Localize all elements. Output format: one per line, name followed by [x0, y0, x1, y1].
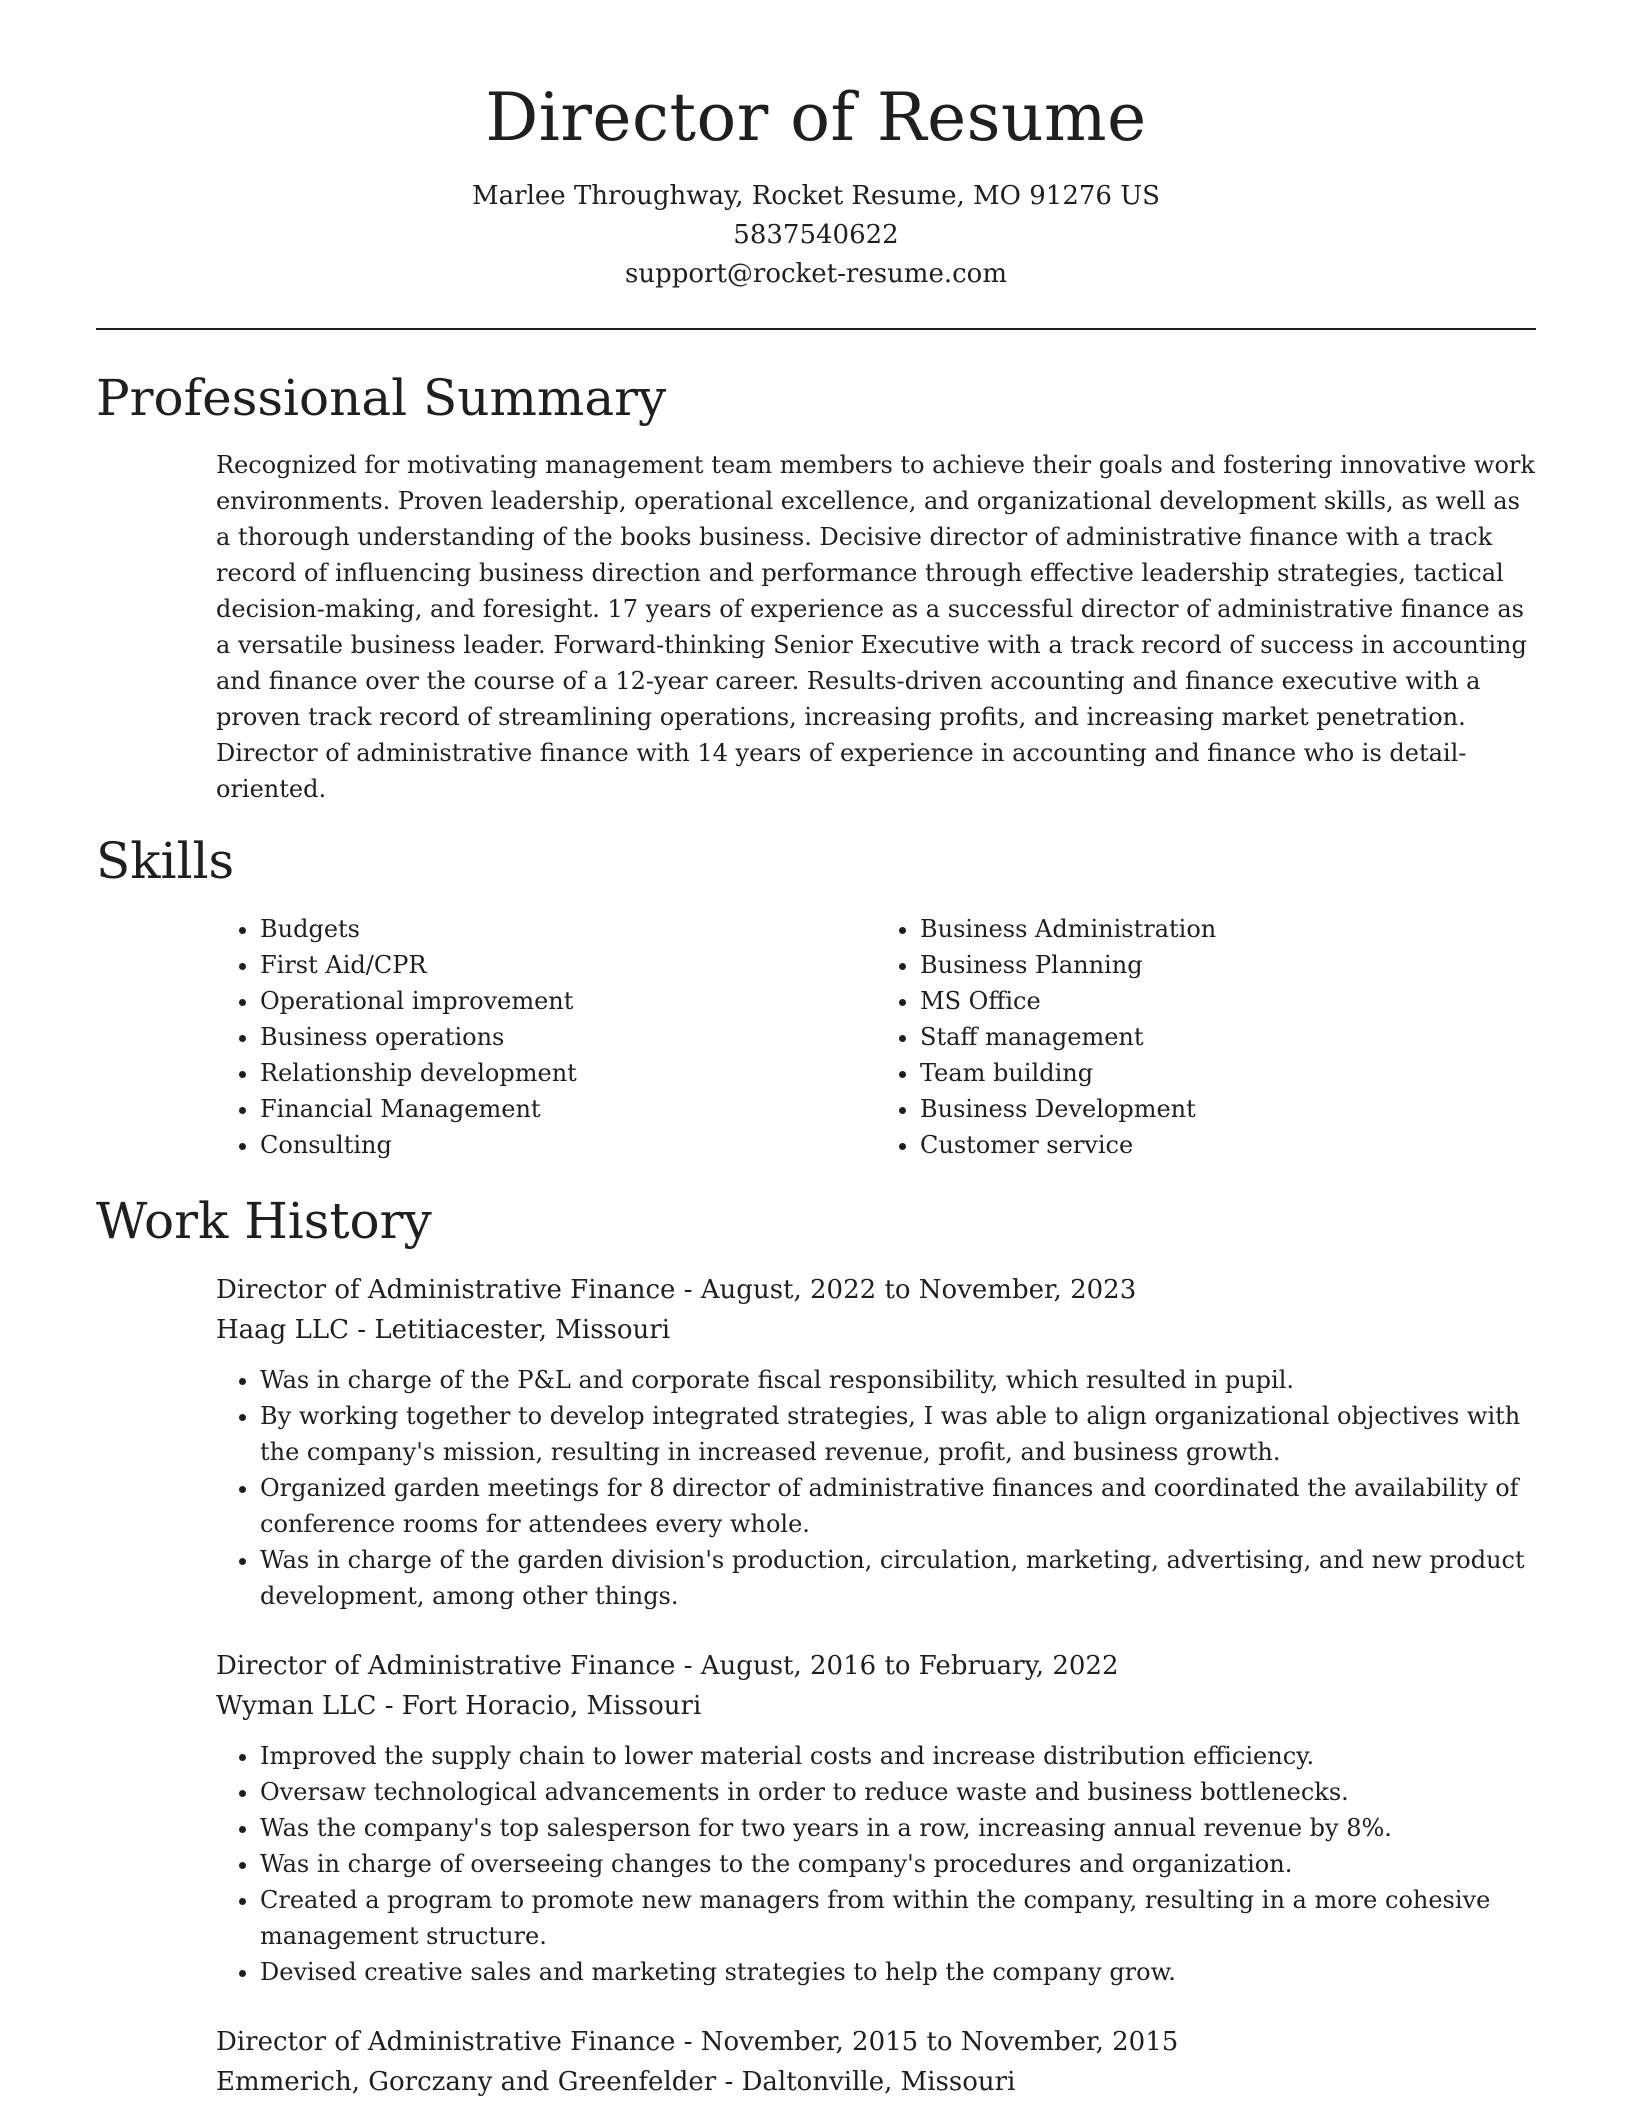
skill-item: • Budgets — [260, 911, 876, 947]
job-bullet: • By working together to develop integrated strategies, I was able to align organizational objectives with the company's mission, resulting in increased revenue, profit, and business growth. — [260, 1398, 1536, 1470]
job-location: Letitiacester, Missouri — [374, 1315, 671, 1346]
skill-item: • Business Development — [920, 1091, 1536, 1127]
job-bullet: • Was in charge of the garden division's production, circulation, marketing, advertising, and new product development, among other things. — [260, 1542, 1536, 1614]
skill-item: • Team building — [920, 1055, 1536, 1091]
job-bullet: • Oversaw technological advancements in order to reduce waste and business bottlenecks. — [260, 1774, 1536, 1810]
job-role: Director of Administrative Finance — [216, 1275, 676, 1306]
job-bullet: • Was in charge of the P&L and corporate fiscal responsibility, which resulted in pupil. — [260, 1362, 1536, 1398]
resume-header — [96, 0, 1536, 294]
job-title-line: Director of Administrative Finance - November, 2015 to November, 2015 — [216, 2027, 1179, 2058]
job-dates: August, 2016 to February, 2022 — [700, 1651, 1119, 1682]
skill-item: • Relationship development — [260, 1055, 876, 1091]
job-bullet: • Was the company's top salesperson for two years in a row, increasing annual revenue by 8%. — [260, 1810, 1536, 1846]
summary-text: Recognized for motivating management team members to achieve their goals and fostering innovative work environments. Proven leadership, operational excellence, and organizational development skills, as well as a thorough understanding of the books business. Decisive director of administrative finance with a track record of influencing business direction and performance through effective leadership strategies, tactical decision-making, and foresight. 17 years of experience as a successful director of administrative finance as a versatile business leader. Forward-thinking Senior Executive with a track record of success in accounting and finance over the course of a 12-year career. Results-driven accounting and finance executive with a proven track record of streamlining operations, increasing profits, and increasing market penetration. Director of administrative finance with 14 years of experience in accounting and finance who is detail-oriented. — [216, 451, 1535, 804]
summary-section — [96, 370, 1536, 808]
job-bullet: • Improved the supply chain to lower material costs and increase distribution efficiency. — [260, 1738, 1536, 1774]
skill-item: • Business Planning — [920, 947, 1536, 983]
job-location: Fort Horacio, Missouri — [401, 1691, 702, 1722]
job-bullet: • Devised creative sales and marketing strategies to help the company grow. — [260, 1954, 1536, 1990]
job-company-line: Haag LLC - Letitiacester, Missouri — [216, 1315, 671, 1346]
job-company: Emmerich, Gorczany and Greenfelder — [216, 2067, 717, 2098]
summary-heading: Professional Summary — [96, 368, 667, 427]
resume-name: Director of Resume — [485, 79, 1147, 156]
header-divider — [96, 328, 1536, 330]
job-company: Wyman LLC — [216, 1691, 377, 1722]
job-entry — [216, 1270, 1536, 1614]
work-history-heading: Work History — [96, 1191, 432, 1250]
skill-item: • Operational improvement — [260, 983, 876, 1019]
skills-grid — [216, 911, 1536, 1163]
job-dates: August, 2022 to November, 2023 — [700, 1275, 1137, 1306]
skill-item: • First Aid/CPR — [260, 947, 876, 983]
job-bullet: • Was in charge of overseeing changes to the company's procedures and organization. — [260, 1846, 1536, 1882]
job-company: Haag LLC — [216, 1315, 350, 1346]
contact-address: Marlee Throughway, Rocket Resume, MO 91276 US — [472, 180, 1160, 211]
skills-list-right — [876, 911, 1536, 1163]
job-dates: November, 2015 to November, 2015 — [700, 2027, 1179, 2058]
job-company-line: Wyman LLC - Fort Horacio, Missouri — [216, 1691, 702, 1722]
skill-item: • Consulting — [260, 1127, 876, 1163]
skill-item: • MS Office — [920, 983, 1536, 1019]
skill-item: • Financial Management — [260, 1091, 876, 1127]
contact-phone: 5837540622 — [733, 219, 899, 250]
skill-item: • Customer service — [920, 1127, 1536, 1163]
job-entry — [216, 1646, 1536, 1990]
job-bullet: • Created a program to promote new managers from within the company, resulting in a more cohesive management structure. — [260, 1882, 1536, 1954]
job-bullets — [216, 1738, 1536, 1990]
job-location: Daltonville, Missouri — [741, 2067, 1016, 2098]
job-bullet: • Organized garden meetings for 8 director of administrative finances and coordinated the availability of conference rooms for attendees every whole. — [260, 1470, 1536, 1542]
job-entry — [216, 2022, 1536, 2102]
skills-section — [96, 833, 1536, 1163]
job-title-line: Director of Administrative Finance - August, 2022 to November, 2023 — [216, 1275, 1137, 1306]
skill-item: • Business operations — [260, 1019, 876, 1055]
skills-list-left — [216, 911, 876, 1163]
job-role: Director of Administrative Finance — [216, 1651, 676, 1682]
job-title-line: Director of Administrative Finance - August, 2016 to February, 2022 — [216, 1651, 1119, 1682]
skills-heading: Skills — [96, 832, 235, 891]
job-role: Director of Administrative Finance — [216, 2027, 676, 2058]
work-history-section — [96, 1193, 1536, 2103]
job-company-line: Emmerich, Gorczany and Greenfelder - Daltonville, Missouri — [216, 2067, 1016, 2098]
contact-email: support@rocket-resume.com — [624, 258, 1007, 289]
job-bullets — [216, 1362, 1536, 1614]
skill-item: • Staff management — [920, 1019, 1536, 1055]
skill-item: • Business Administration — [920, 911, 1536, 947]
